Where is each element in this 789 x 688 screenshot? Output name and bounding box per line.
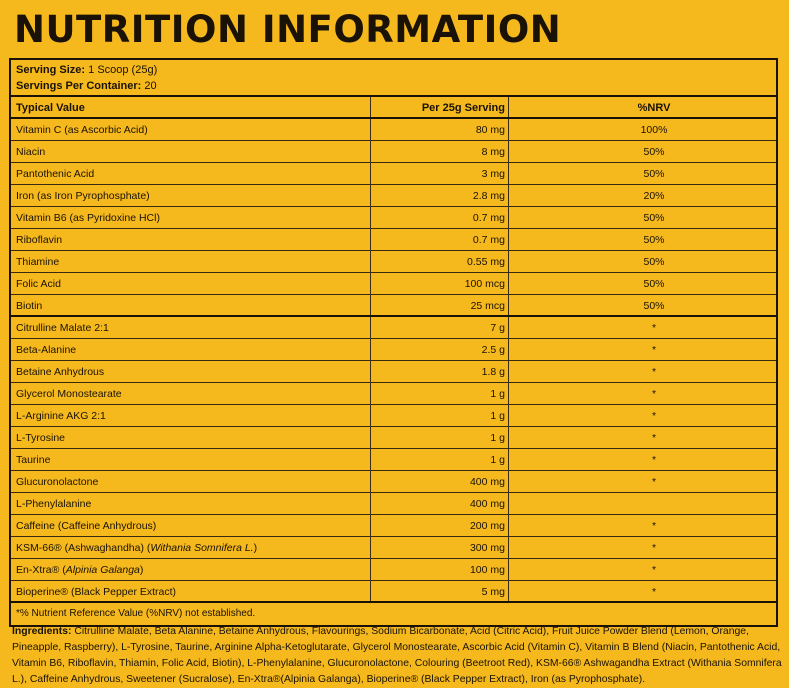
nutrient-name: Glycerol Monostearate [16, 388, 122, 400]
nutrient-rows [11, 97, 776, 603]
nutrient-amount: 300 mg [469, 542, 505, 554]
nutrient-name: En-Xtra® (Alpinia Galanga) [16, 564, 144, 576]
table-row [11, 405, 776, 427]
nutrient-nrv: * [651, 410, 657, 422]
nutrient-amount: 5 mg [481, 586, 505, 598]
nutrient-name: Vitamin B6 (as Pyridoxine HCl) [16, 212, 160, 224]
nutrient-name: Vitamin C (as Ascorbic Acid) [16, 124, 148, 136]
nutrient-name: Biotin [16, 300, 43, 312]
nutrient-latin-name: Withania Somnifera L. [150, 542, 254, 554]
nutrient-nrv: * [651, 366, 657, 378]
nutrient-amount: 80 mg [475, 124, 505, 136]
nutrient-nrv: 20% [643, 190, 665, 202]
ingredients [12, 624, 782, 688]
nutrient-name: KSM-66® (Ashwaghandha) (Withania Somnifera L.) [16, 542, 258, 554]
table-row [11, 559, 776, 581]
ingredients-text: Citrulline Malate, Beta Alanine, Betaine Anhydrous, Flavourings, Sodium Bicarbonate, Acid (Citric Acid), Fruit Juice Powder Blend (Lemon, Orange, Pineapple, Raspberry), L-Tyrosine, Taurine, Arginine Alpha-Ketoglutarate, Glycerol Monostearate, Ascorbic Acid (Vitamin C), Vitamin B Blend (Niacin, Pantothenic Acid, Vitamin B6, Riboflavin, Thiamin, Folic Acid, Biotin), L-Phenylalanine, Glucuronolactone, Colouring (Beetroot Red), KSM-66® Ashwagandha Extract (Withania Somnifera L.), Caffeine Anhydrous, Sweetener (Sucralose), En-Xtra®(Alpinia Galanga), Bioperine® (Black Pepper Extract), Iron (as Pyrophosphate). [12, 626, 782, 685]
nutrient-amount: 0.7 mg [472, 234, 505, 246]
nutrient-amount: 100 mcg [464, 278, 505, 290]
nutrient-amount: 0.7 mg [472, 212, 505, 224]
nutrient-amount: 2.5 g [481, 344, 505, 356]
nutrient-amount: 0.55 mg [467, 256, 505, 268]
nutrient-amount: 100 mg [469, 564, 505, 576]
nutrient-name: L-Phenylalanine [16, 498, 92, 510]
table-row [11, 273, 776, 295]
nutrient-nrv: * [651, 322, 657, 334]
nutrient-name: Pantothenic Acid [16, 168, 95, 180]
nutrient-nrv: 50% [643, 278, 665, 290]
header-nrv: %NRV [637, 102, 671, 114]
page-title: NUTRITION INFORMATION [14, 8, 562, 51]
table-header [11, 97, 776, 119]
nutrient-nrv: * [651, 586, 657, 598]
nutrient-amount: 1 g [490, 388, 505, 400]
nutrient-name: Caffeine (Caffeine Anhydrous) [16, 520, 157, 532]
nutrient-nrv: 50% [643, 300, 665, 312]
nutrient-name: Iron (as Iron Pyrophosphate) [16, 190, 150, 202]
nutrient-amount: 1 g [490, 410, 505, 422]
ingredients-label: Ingredients: [12, 626, 72, 637]
nutrient-name-suffix: ) [139, 564, 144, 576]
nutrient-name: Folic Acid [16, 278, 61, 290]
nutrient-nrv: 50% [643, 212, 665, 224]
nutrient-nrv: * [651, 476, 657, 488]
nutrient-name: Taurine [16, 454, 51, 466]
nutrient-name: Thiamine [16, 256, 60, 268]
table-row [11, 449, 776, 471]
table-row [11, 427, 776, 449]
header-per-serving: Per 25g Serving [421, 102, 505, 114]
table-row [11, 317, 776, 339]
nutrient-amount: 1 g [490, 432, 505, 444]
nutrient-nrv: 50% [643, 146, 665, 158]
nutrient-nrv: 50% [643, 234, 665, 246]
nutrient-name: Beta-Alanine [16, 344, 77, 356]
table-row [11, 295, 776, 317]
nutrient-name-suffix: ) [253, 542, 258, 554]
nutrient-amount: 1.8 g [481, 366, 505, 378]
table-row [11, 537, 776, 559]
table-row [11, 361, 776, 383]
table-row [11, 471, 776, 493]
nutrient-nrv: * [651, 388, 657, 400]
nutrient-name: L-Tyrosine [16, 432, 66, 444]
table-row [11, 251, 776, 273]
nutrient-amount: 25 mcg [470, 300, 505, 312]
nutrient-nrv: * [651, 454, 657, 466]
nutrient-amount: 200 mg [469, 520, 505, 532]
table-row [11, 493, 776, 515]
nutrient-nrv: * [651, 520, 657, 532]
nutrient-amount: 3 mg [481, 168, 505, 180]
table-row [11, 163, 776, 185]
nutrient-nrv: 100% [640, 124, 668, 136]
table-row [11, 185, 776, 207]
nutrient-amount: 1 g [490, 454, 505, 466]
nutrient-nrv: * [651, 564, 657, 576]
nutrient-name: Citrulline Malate 2:1 [16, 322, 109, 334]
table-row [11, 383, 776, 405]
header-typical-value: Typical Value [16, 102, 85, 114]
serving-size: Serving Size: 1 Scoop (25g) [16, 64, 158, 76]
table-row [11, 119, 776, 141]
nutrient-name: Riboflavin [16, 234, 63, 246]
table-row [11, 207, 776, 229]
nutrient-name: L-Arginine AKG 2:1 [16, 410, 106, 422]
table-row [11, 581, 776, 603]
nutrient-name: Bioperine® (Black Pepper Extract) [16, 586, 177, 598]
servings-per-container: Servings Per Container: 20 [16, 80, 157, 92]
table-row [11, 515, 776, 537]
nutrient-latin-name: Alpinia Galanga [65, 564, 140, 576]
nutrient-nrv: * [651, 432, 657, 444]
nutrition-table [9, 58, 778, 627]
nutrient-amount: 400 mg [469, 498, 505, 510]
table-row [11, 141, 776, 163]
nutrient-nrv: * [651, 542, 657, 554]
nutrient-amount: 2.8 mg [472, 190, 505, 202]
table-row [11, 229, 776, 251]
table-row [11, 339, 776, 361]
nutrient-nrv: 50% [643, 256, 665, 268]
nutrient-amount: 7 g [490, 322, 505, 334]
nutrient-amount: 400 mg [469, 476, 505, 488]
nutrient-name: Betaine Anhydrous [16, 366, 105, 378]
nutrient-nrv: 50% [643, 168, 665, 180]
nutrient-name: Glucuronolactone [16, 476, 99, 488]
nutrient-nrv: * [651, 344, 657, 356]
nutrient-name: Niacin [16, 146, 46, 158]
footnote: *% Nutrient Reference Value (%NRV) not established. [16, 608, 256, 619]
serving-info [11, 60, 776, 97]
nutrient-amount: 8 mg [481, 146, 505, 158]
